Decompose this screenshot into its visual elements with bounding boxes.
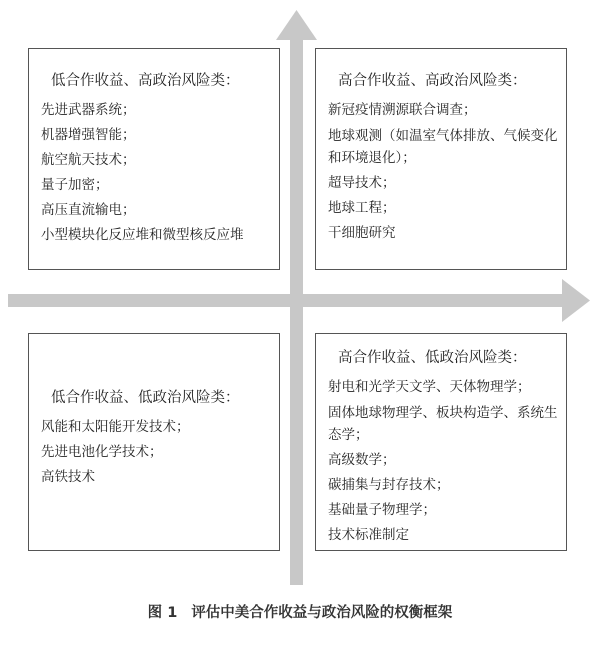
- quadrant-high-benefit-high-risk: [315, 48, 567, 270]
- quadrant-title: 低合作收益、低政治风险类：: [51, 390, 240, 406]
- quadrant-item-list: [316, 98, 566, 246]
- quadrant-item: 航空航天技术；: [41, 152, 136, 168]
- figure-caption-text: 评估中美合作收益与政治风险的权衡框架: [191, 605, 453, 621]
- quadrant-item-list: [29, 98, 279, 248]
- quadrant-item: 固体地球物理学、板块构造学、系统生态学；: [328, 405, 558, 443]
- quadrant-item: 基础量子物理学；: [328, 502, 436, 518]
- vertical-axis-arrowhead: [276, 10, 317, 40]
- figure-caption: [0, 601, 600, 622]
- quadrant-item: 先进电池化学技术；: [41, 444, 163, 460]
- quadrant-title: 高合作收益、低政治风险类：: [338, 350, 527, 366]
- quadrant-item-list: [316, 375, 566, 548]
- vertical-axis: [290, 38, 303, 585]
- figure-number: 图 1: [147, 605, 178, 621]
- quadrant-item: 超导技术；: [328, 175, 396, 191]
- quadrant-item: 新冠疫情溯源联合调查；: [328, 102, 477, 118]
- quadrant-item: 小型模块化反应堆和微型核反应堆: [41, 227, 244, 243]
- quadrant-item: 干细胞研究: [328, 225, 396, 241]
- quadrant-item: 风能和太阳能开发技术；: [41, 419, 190, 435]
- quadrant-low-benefit-low-risk: [28, 333, 280, 551]
- quadrant-item: 碳捕集与封存技术；: [328, 477, 450, 493]
- horizontal-axis-arrowhead: [562, 279, 590, 322]
- quadrant-item: 高铁技术: [41, 469, 95, 485]
- quadrant-low-benefit-high-risk: [28, 48, 280, 270]
- quadrant-item: 地球工程；: [328, 200, 396, 216]
- quadrant-title: 低合作收益、高政治风险类：: [51, 73, 240, 89]
- quadrant-item: 高级数学；: [328, 452, 396, 468]
- horizontal-axis: [8, 294, 566, 307]
- quadrant-item: 先进武器系统；: [41, 102, 136, 118]
- quadrant-item: 量子加密；: [41, 177, 109, 193]
- quadrant-high-benefit-low-risk: [315, 333, 567, 551]
- quadrant-item: 高压直流输电；: [41, 202, 136, 218]
- quadrant-title: 高合作收益、高政治风险类：: [338, 73, 527, 89]
- quadrant-item-list: [29, 415, 279, 490]
- quadrant-item: 机器增强智能；: [41, 127, 136, 143]
- quadrant-item: 射电和光学天文学、天体物理学；: [328, 379, 531, 395]
- quadrant-item: 地球观测（如温室气体排放、气候变化和环境退化）；: [328, 128, 558, 166]
- quadrant-item: 技术标准制定: [328, 527, 409, 543]
